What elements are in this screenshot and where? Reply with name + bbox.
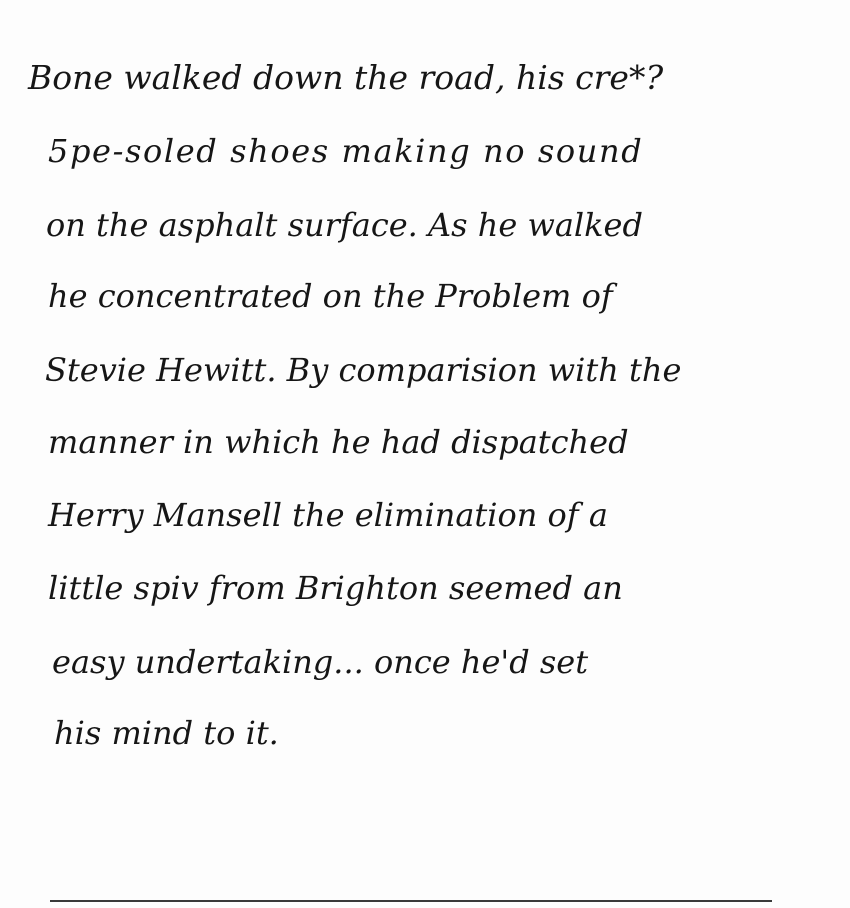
- text-line: on the asphalt surface. As he walked: [46, 206, 643, 244]
- bottom-rule: [50, 900, 772, 902]
- text-line: manner in which he had dispatched: [48, 423, 629, 461]
- text-line: his mind to it.: [54, 714, 279, 752]
- text-line: he concentrated on the Problem of: [48, 277, 613, 315]
- text-line: Herry Mansell the elimination of a: [48, 496, 608, 534]
- text-line: Bone walked down the road, his cre*?: [28, 58, 664, 97]
- text-line: easy undertaking... once he'd set: [52, 643, 589, 681]
- text-line: little spiv from Brighton seemed an: [48, 569, 623, 607]
- text-line: Stevie Hewitt. By comparision with the: [45, 351, 682, 389]
- text-line: 5pe-soled shoes making no sound: [48, 132, 644, 170]
